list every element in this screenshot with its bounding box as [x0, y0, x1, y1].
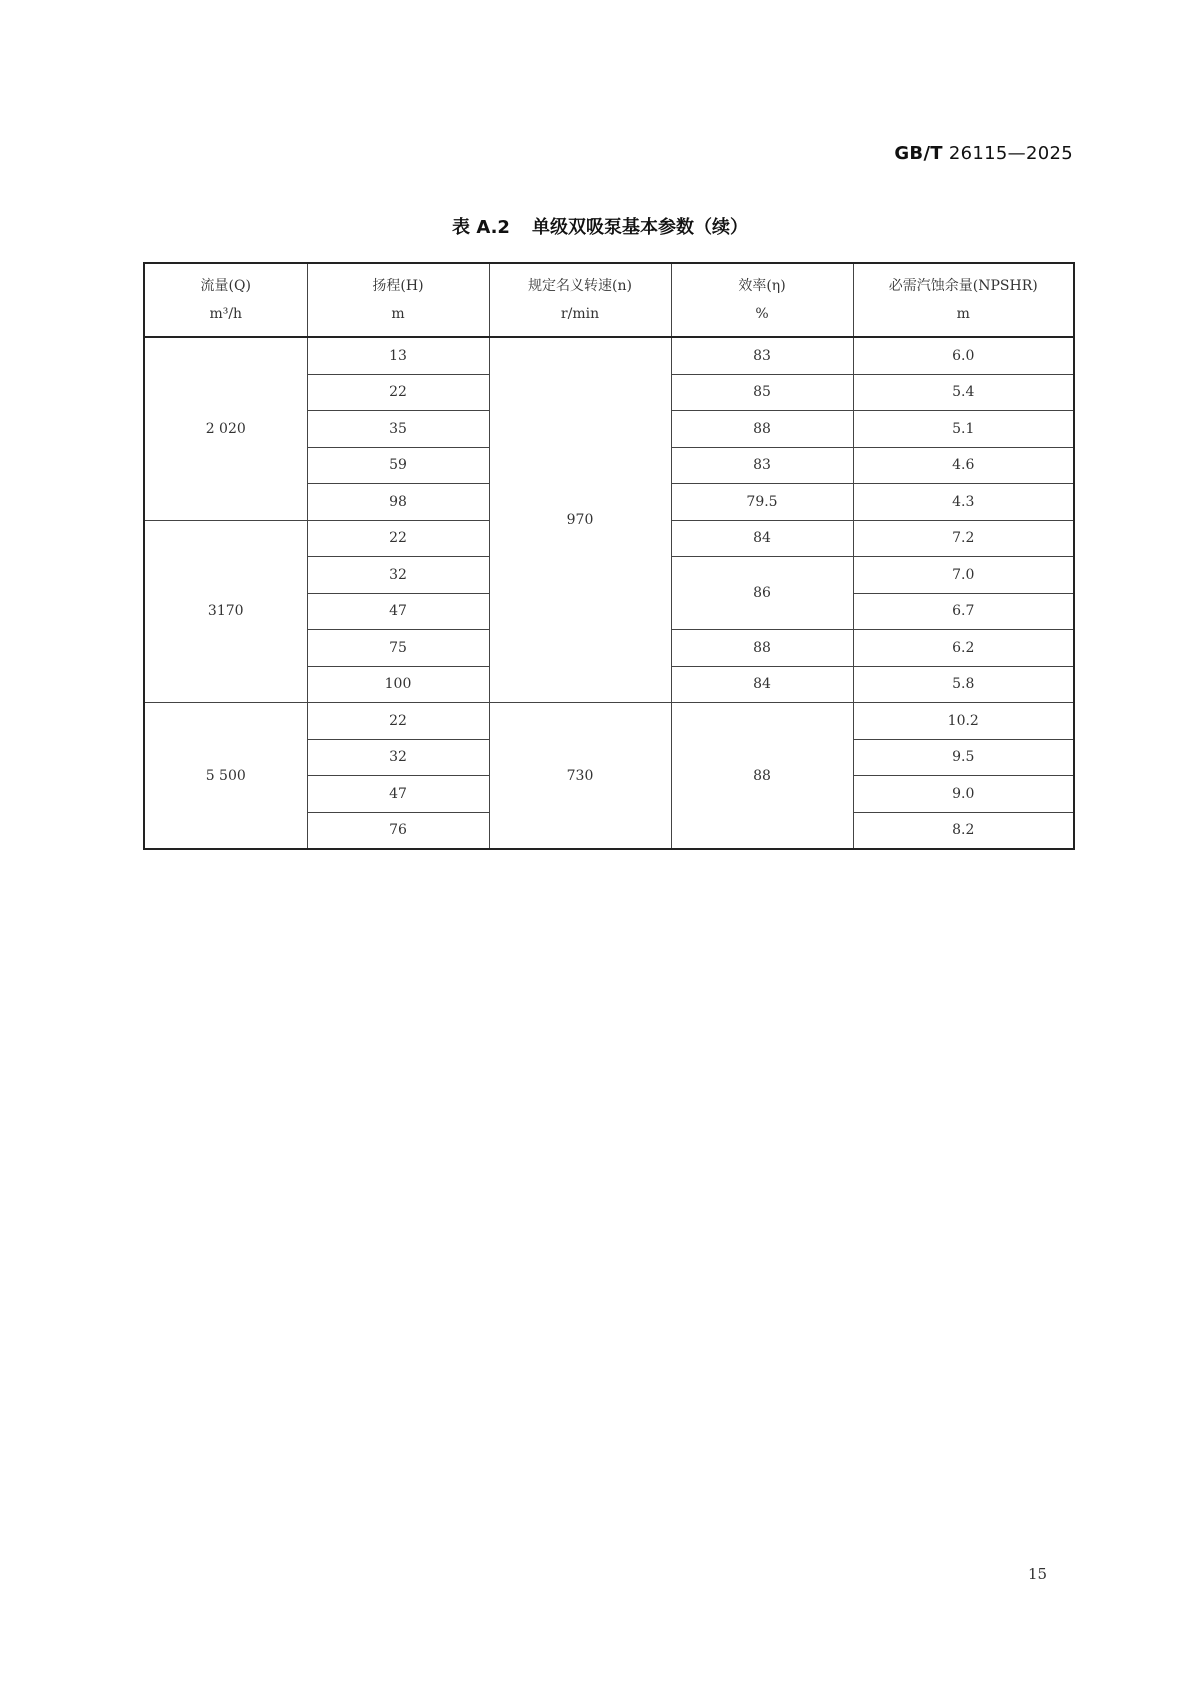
head-cell: 32 — [307, 739, 489, 776]
npshr-cell: 8.2 — [853, 812, 1074, 849]
head-cell: 59 — [307, 447, 489, 484]
header-head — [307, 263, 489, 337]
header-efficiency — [671, 263, 853, 337]
npshr-cell: 4.6 — [853, 447, 1074, 484]
header-efficiency-unit: % — [755, 306, 769, 322]
table-header-row — [144, 263, 1074, 337]
table-row — [144, 703, 1074, 740]
header-speed-name: 规定名义转速(n) — [528, 278, 632, 294]
npshr-cell: 4.3 — [853, 484, 1074, 521]
header-efficiency-name: 效率(η) — [738, 278, 786, 294]
efficiency-cell: 86 — [671, 557, 853, 630]
efficiency-cell: 88 — [671, 703, 853, 850]
efficiency-cell: 85 — [671, 374, 853, 411]
npshr-cell: 7.0 — [853, 557, 1074, 594]
head-cell: 13 — [307, 337, 489, 374]
header-npshr-name: 必需汽蚀余量(NPSHR) — [888, 278, 1038, 294]
table-row — [144, 337, 1074, 374]
pump-parameters-table — [143, 262, 1075, 850]
efficiency-cell: 88 — [671, 630, 853, 667]
npshr-cell: 5.4 — [853, 374, 1074, 411]
standard-code — [894, 143, 1073, 164]
header-flow — [144, 263, 307, 337]
page-number: 15 — [1028, 1565, 1048, 1583]
efficiency-cell: 83 — [671, 447, 853, 484]
head-cell: 47 — [307, 776, 489, 813]
efficiency-cell: 84 — [671, 520, 853, 557]
head-cell: 35 — [307, 411, 489, 448]
efficiency-cell: 84 — [671, 666, 853, 703]
head-cell: 100 — [307, 666, 489, 703]
table-number: 表 A.2 — [452, 217, 510, 238]
standard-prefix: GB/T — [894, 143, 943, 164]
header-speed — [489, 263, 671, 337]
flow-cell: 2 020 — [144, 337, 307, 520]
npshr-cell: 9.5 — [853, 739, 1074, 776]
header-head-unit: m — [391, 306, 405, 322]
efficiency-cell: 88 — [671, 411, 853, 448]
head-cell: 32 — [307, 557, 489, 594]
flow-cell: 3170 — [144, 520, 307, 703]
standard-number: 26115—2025 — [948, 143, 1073, 164]
head-cell: 22 — [307, 520, 489, 557]
header-npshr — [853, 263, 1074, 337]
header-flow-name: 流量(Q) — [200, 278, 251, 294]
npshr-cell: 10.2 — [853, 703, 1074, 740]
npshr-cell: 7.2 — [853, 520, 1074, 557]
npshr-cell: 6.2 — [853, 630, 1074, 667]
header-flow-unit: m³/h — [209, 306, 243, 322]
npshr-cell: 5.8 — [853, 666, 1074, 703]
head-cell: 98 — [307, 484, 489, 521]
speed-cell: 970 — [489, 337, 671, 703]
efficiency-cell: 83 — [671, 337, 853, 374]
npshr-cell: 6.0 — [853, 337, 1074, 374]
header-head-name: 扬程(H) — [372, 278, 424, 294]
flow-cell: 5 500 — [144, 703, 307, 850]
speed-cell: 730 — [489, 703, 671, 850]
efficiency-cell: 79.5 — [671, 484, 853, 521]
npshr-cell: 9.0 — [853, 776, 1074, 813]
head-cell: 47 — [307, 593, 489, 630]
head-cell: 22 — [307, 703, 489, 740]
table-title — [0, 213, 1200, 239]
npshr-cell: 6.7 — [853, 593, 1074, 630]
header-speed-unit: r/min — [560, 306, 600, 322]
head-cell: 76 — [307, 812, 489, 849]
header-npshr-unit: m — [956, 306, 970, 322]
head-cell: 75 — [307, 630, 489, 667]
table-title-text: 单级双吸泵基本参数（续） — [531, 217, 748, 238]
npshr-cell: 5.1 — [853, 411, 1074, 448]
head-cell: 22 — [307, 374, 489, 411]
